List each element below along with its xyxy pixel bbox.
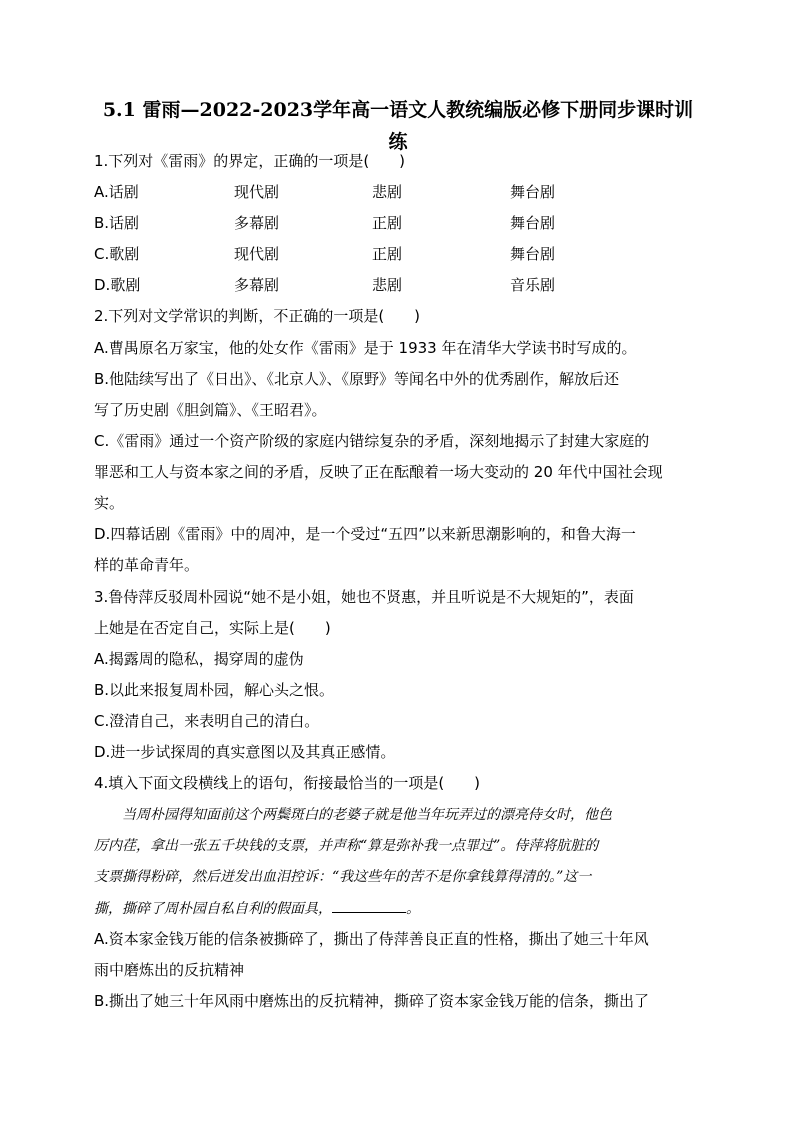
q4-passage-line3: 支票撕得粉碎，然后迸发出血泪控诉：“我这些年的苦不是你拿钱算得清的。”这一 [94, 869, 592, 885]
q2-option-b-line1: B.他陆续写出了《日出》、《北京人》、《原野》等闻名中外的优秀剧作，解放后还 [94, 370, 620, 388]
q1-d-col4: 音乐剧 [510, 276, 556, 294]
q1-b-col3: 正剧 [372, 214, 403, 232]
q2-option-b-line2: 写了历史剧《胆剑篇》、《王昭君》。 [94, 401, 327, 419]
title-line-2: 练 [388, 131, 408, 153]
q2-option-c-line1: C.《雷雨》通过一个资产阶级的家庭内错综复杂的矛盾，深刻地揭示了封建大家庭的 [94, 432, 650, 450]
q4-passage-line4 [94, 898, 420, 919]
q1-c-col1: C.歌剧 [94, 245, 140, 263]
q1-option-b [94, 213, 594, 233]
q3-option-d: D.进一步试探周的真实意图以及其真正感情。 [94, 743, 396, 761]
q3-option-a: A.揭露周的隐私，揭穿周的虚伪 [94, 650, 304, 668]
q1-option-d [94, 275, 594, 295]
q4-passage-line4-text: 撕，撕碎了周朴园自私自利的假面具， [94, 901, 332, 917]
q2-option-a: A.曹禺原名万家宝，他的处女作《雷雨》是于 1933 年在清华大学读书时写成的。 [94, 339, 637, 357]
q1-a-col4: 舞台剧 [510, 183, 556, 201]
q2-option-d-line1: D.四幕话剧《雷雨》中的周冲，是一个受过“五四”以来新思潮影响的，和鲁大海一 [94, 525, 636, 543]
q1-option-a [94, 182, 594, 202]
q4-passage-line2: 厉内荏，拿出一张五千块钱的支票，并声称“算是弥补我一点罪过”。侍萍将肮脏的 [94, 838, 599, 854]
document-title [96, 94, 700, 158]
q1-b-col4: 舞台剧 [510, 214, 556, 232]
q1-c-col4: 舞台剧 [510, 245, 556, 263]
q2-option-c-line2: 罪恶和工人与资本家之间的矛盾，反映了正在酝酿着一场大变动的 20 年代中国社会现 [94, 463, 663, 481]
q1-a-col1: A.话剧 [94, 183, 139, 201]
q1-d-col3: 悲剧 [372, 276, 403, 294]
q1-c-col2: 现代剧 [234, 245, 280, 263]
q2-stem: 2.下列对文学常识的判断，不正确的一项是( ) [94, 307, 421, 325]
q4-option-a-line1: A.资本家金钱万能的信条被撕碎了，撕出了侍萍善良正直的性格，撕出了她三十年风 [94, 930, 649, 948]
q3-option-c: C.澄清自己，来表明自己的清白。 [94, 712, 320, 730]
q1-d-col1: D.歌剧 [94, 276, 141, 294]
q2-option-c-line3: 实。 [94, 494, 125, 512]
q4-passage-line4-end: 。 [406, 901, 420, 917]
q3-stem-line2: 上她是在否定自己，实际上是( ) [94, 619, 331, 637]
q4-stem: 4.填入下面文段横线上的语句，衔接最恰当的一项是( ) [94, 774, 481, 792]
q3-stem-line1: 3.鲁侍萍反驳周朴园说“她不是小姐，她也不贤惠，并且听说是不大规矩的”，表面 [94, 588, 634, 606]
q1-b-col1: B.话剧 [94, 214, 140, 232]
q4-option-a-line2: 雨中磨炼出的反抗精神 [94, 961, 245, 979]
title-line-1: 5.1 雷雨—2022-2023学年高一语文人教统编版必修下册同步课时训 [102, 99, 694, 121]
q2-option-d-line2: 样的革命青年。 [94, 556, 200, 574]
q1-stem: 1.下列对《雷雨》的界定，正确的一项是( ) [94, 152, 406, 170]
q1-a-col2: 现代剧 [234, 183, 280, 201]
answer-blank [332, 898, 406, 913]
q1-b-col2: 多幕剧 [234, 214, 280, 232]
q1-option-c [94, 244, 594, 264]
q1-a-col3: 悲剧 [372, 183, 403, 201]
q1-d-col2: 多幕剧 [234, 276, 280, 294]
q4-passage-line1: 当周朴园得知面前这个两鬓斑白的老婆子就是他当年玩弄过的漂亮侍女时，他色 [122, 807, 612, 823]
q4-option-b-line1: B.撕出了她三十年风雨中磨炼出的反抗精神，撕碎了资本家金钱万能的信条，撕出了 [94, 992, 650, 1010]
q3-option-b: B.以此来报复周朴园，解心头之恨。 [94, 681, 335, 699]
q1-c-col3: 正剧 [372, 245, 403, 263]
